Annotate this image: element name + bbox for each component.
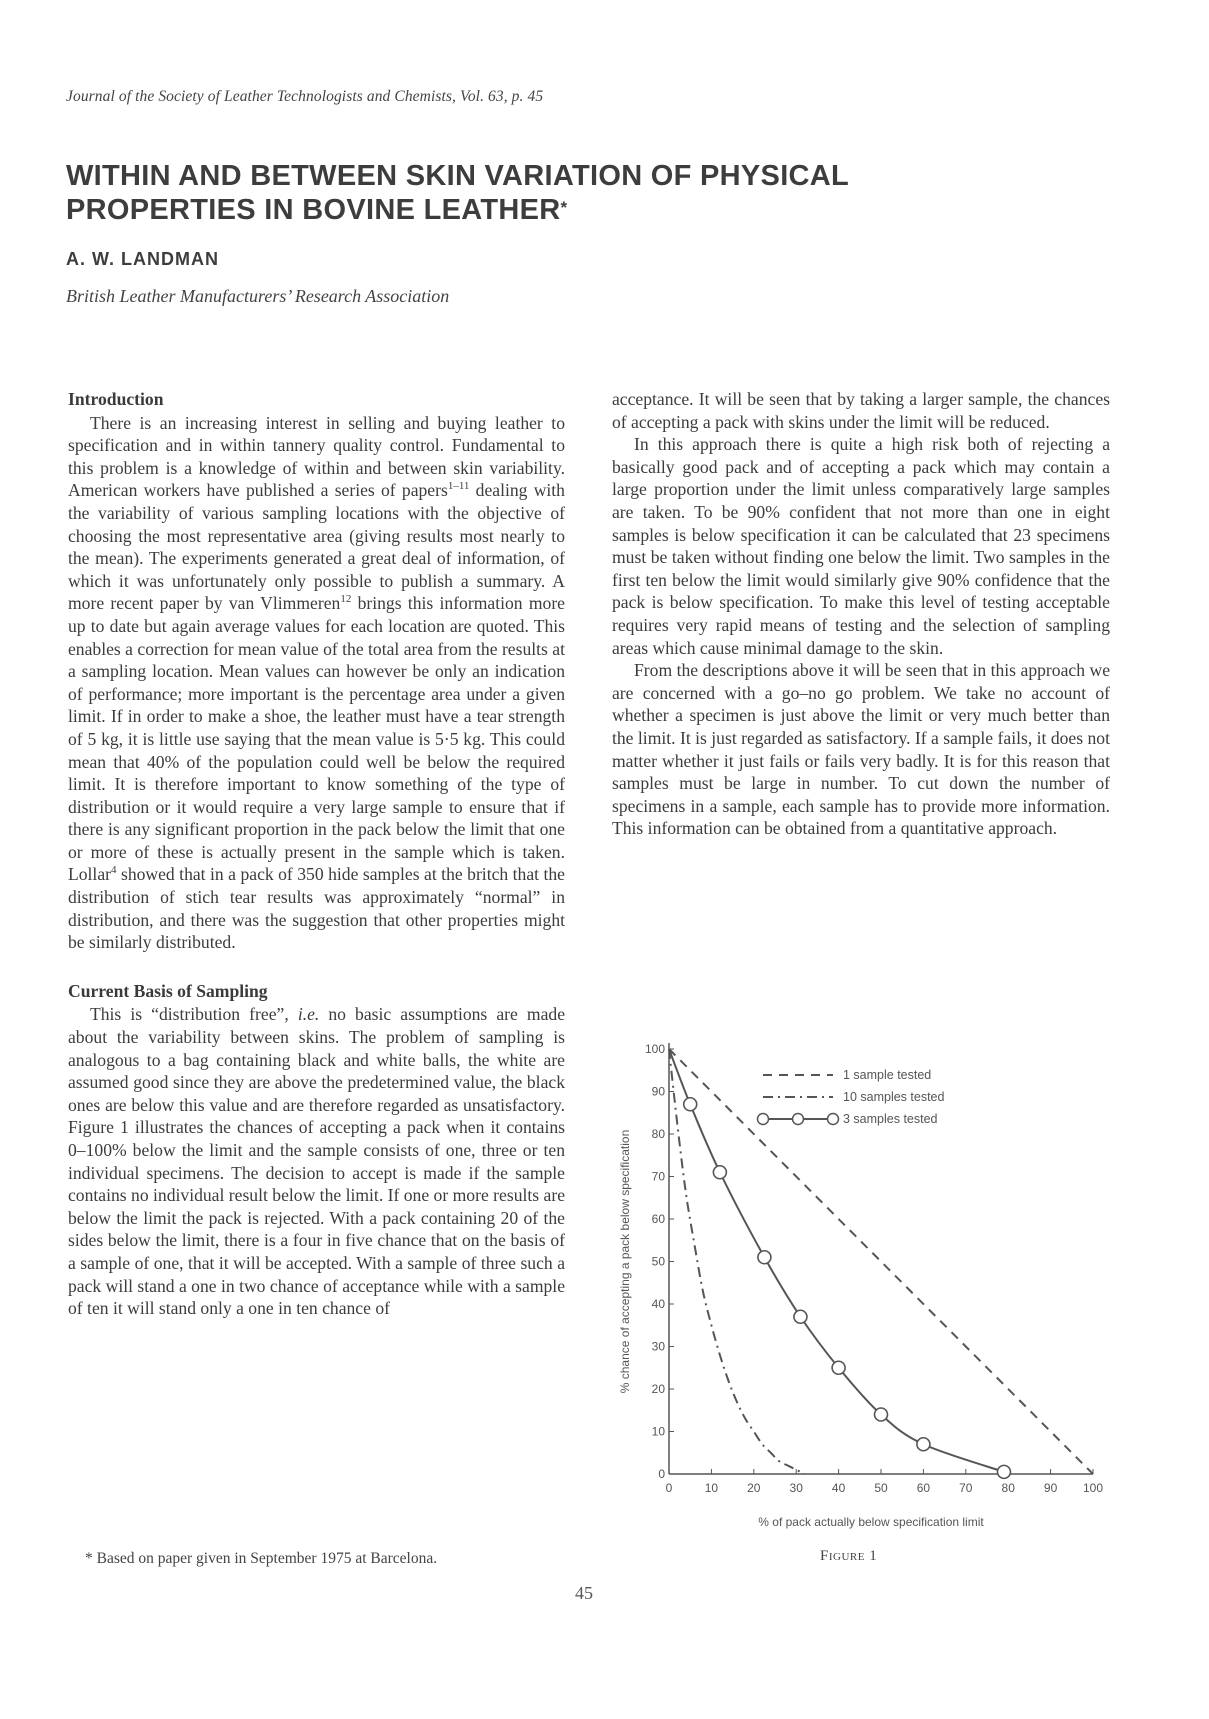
- y-tick-label: 60: [651, 1212, 665, 1226]
- figure-1: [600, 1030, 1120, 1550]
- reference-superscript: 4: [111, 864, 117, 877]
- page-number: 45: [575, 1583, 593, 1603]
- data-point-3-samples-tested: [684, 1098, 697, 1111]
- y-tick-label: 70: [651, 1169, 665, 1184]
- acceptance-chart: [600, 1030, 1120, 1550]
- data-point-3-samples-tested: [758, 1251, 771, 1264]
- figure-caption: Figure 1: [820, 1548, 878, 1564]
- title-line-2: PROPERTIES IN BOVINE LEATHER: [66, 194, 561, 226]
- section-heading-introduction: Introduction: [68, 389, 164, 409]
- x-tick-label: 10: [704, 1481, 719, 1495]
- text: no basic assumptions are made about the variability between skins. The problem of sampling is analogous to a bag containing black and white balls, the white are assumed good since they are above the predetermined value, the black ones are below this value and are therefore regarded as unsatisfactory. Figure 1 illustrates the chances of accepting a pack when it contains 0–100% below the limit and the sample consists of one, three or ten individual specimens. The decision to accept is made if the sample contains no individual result below the limit. If one or more results are below the limit the pack is rejected. With a pack containing 20 of the sides below the limit, there is a four in five chance that on the basis of a sample of one, that it will be accepted. With a sample of three such a pack will stand a one in two chance of acceptance while with a sample of ten it will stand only a one in ten chance of: [68, 1004, 566, 1319]
- article-title: [66, 159, 1066, 227]
- reference-superscript: 12: [340, 593, 352, 606]
- data-point-3-samples-tested: [917, 1438, 930, 1451]
- x-tick-label: 0: [665, 1481, 673, 1495]
- italic-ie: i.e.: [297, 1004, 320, 1025]
- x-tick-label: 40: [831, 1481, 846, 1495]
- series-line-3-samples-tested: [669, 1049, 1004, 1472]
- data-point-3-samples-tested: [832, 1361, 845, 1374]
- x-axis-label: % of pack actually below specification limit: [758, 1515, 984, 1529]
- legend-label-1-sample-tested: 1 sample tested: [843, 1068, 932, 1082]
- data-point-3-samples-tested: [713, 1166, 726, 1179]
- affiliation: British Leather Manufacturers’ Research Association: [66, 286, 450, 306]
- legend-label-10-samples-tested: 10 samples tested: [843, 1090, 945, 1104]
- x-tick-label: 80: [1001, 1481, 1015, 1495]
- y-tick-label: 30: [651, 1339, 665, 1354]
- continued-paragraph: acceptance. It will be seen that by taking a larger sample, the chances of accepting a pack with skins under the limit will be reduced.: [612, 389, 1110, 432]
- legend-marker: [793, 1114, 804, 1125]
- data-point-3-samples-tested: [997, 1465, 1010, 1478]
- section-heading-current-basis: Current Basis of Sampling: [68, 980, 268, 1001]
- data-point-3-samples-tested: [875, 1408, 888, 1421]
- x-tick-label: 70: [959, 1481, 973, 1495]
- series-line-10-samples-tested: [669, 1049, 805, 1474]
- right-column: [612, 388, 1110, 840]
- title-footnote-mark: *: [560, 198, 568, 217]
- author: A. W. LANDMAN: [66, 249, 219, 269]
- y-tick-label: 10: [651, 1424, 665, 1439]
- x-tick-label: 50: [874, 1481, 888, 1495]
- text: This is “distribution free”,: [90, 1004, 298, 1025]
- y-tick-label: 40: [651, 1297, 665, 1311]
- legend-label-3-samples-tested: 3 samples tested: [843, 1112, 938, 1126]
- y-axis-label: % chance of accepting a pack below specification: [618, 1129, 632, 1394]
- reference-superscript: 1–11: [447, 480, 470, 493]
- y-tick-label: 0: [658, 1467, 665, 1481]
- title-line-1: WITHIN AND BETWEEN SKIN VARIATION OF PHYSICAL: [66, 160, 850, 192]
- x-tick-label: 30: [789, 1481, 803, 1495]
- y-tick-label: 100: [644, 1042, 665, 1056]
- text: brings this information more up to date but again average values for each location are quoted. This enables a correction for mean value of the total area from the results at a sampling location. Mean values can however be only an indication of performance; more important is the percentage area under a given limit. If in order to make a shoe, the leather must have a tear strength of 5 kg, it is little use saying that the mean value is 5·5 kg. This could mean that 40% of the population could well be below the required limit. It is therefore important to know something of the type of distribution or it would require a very large sample to ensure that if there is any significant proportion in the pack below the limit that one or more of these is actually present in the sample which is taken. Lollar: [68, 593, 565, 885]
- journal-citation: Journal of the Society of Leather Technologists and Chemists, Vol. 63, p. 45: [66, 88, 544, 105]
- legend-marker: [828, 1114, 839, 1125]
- x-tick-label: 90: [1043, 1481, 1058, 1495]
- sampling-paragraph: [68, 1003, 565, 1319]
- paragraph-risk: In this approach there is quite a high risk both of rejecting a basically good pack and of accepting a pack which may contain a large proportion under the limit unless comparatively large samples are taken. To be 90% confident that not more than one in eight samples is below specification it can be calculated that 23 specimens must be taken without finding one below the limit. Two samples in the first ten below the limit would similarly give 90% confidence that the pack is below specification. To make this level of testing acceptable requires very rapid means of testing and the selection of sampling areas which cause minimal damage to the skin.: [612, 434, 1110, 658]
- intro-paragraph: [68, 412, 565, 954]
- footnote: * Based on paper given in September 1975 at Barcelona.: [85, 1550, 438, 1567]
- left-column: [68, 388, 565, 1320]
- data-point-3-samples-tested: [794, 1310, 807, 1323]
- text: showed that in a pack of 350 hide samples at the britch that the distribution of stich tear results was approximately “normal” in distribution, and there was the suggestion that other properties might be similarly distributed.: [68, 864, 565, 953]
- paragraph-go-no-go: From the descriptions above it will be seen that in this approach we are concerned with a go–no go problem. We take no account of whether a specimen is just above the limit or very much better than the limit. It is just regarded as satisfactory. If a sample fails, it does not matter whether it just fails or fails very badly. It is for this reason that samples must be large in number. To cut down the number of specimens in a sample, each sample has to provide more information. This information can be obtained from a quantitative approach.: [612, 660, 1110, 839]
- y-tick-label: 20: [651, 1382, 665, 1396]
- y-tick-label: 80: [651, 1127, 665, 1141]
- y-tick-label: 50: [651, 1254, 665, 1269]
- axes: [645, 1042, 1103, 1495]
- x-tick-label: 60: [916, 1481, 931, 1495]
- text: dealing with the variability of various sampling locations with the objective of choosing the most representative area (giving results most nearly to the mean). The experiments generated a great deal of information, of which it was unfortunately only possible to publish a summary. A more recent paper by van Vlimmeren: [68, 480, 565, 614]
- legend: [758, 1068, 945, 1126]
- x-tick-label: 20: [747, 1481, 761, 1495]
- text: There is an increasing interest in selling and buying leather to specification and in within tannery quality control. Fundamental to this problem is a knowledge of within and between skin variability. American workers have published a series of papers: [68, 412, 565, 501]
- y-tick-label: 90: [651, 1084, 665, 1099]
- legend-marker: [758, 1114, 769, 1125]
- x-tick-label: 100: [1082, 1481, 1104, 1495]
